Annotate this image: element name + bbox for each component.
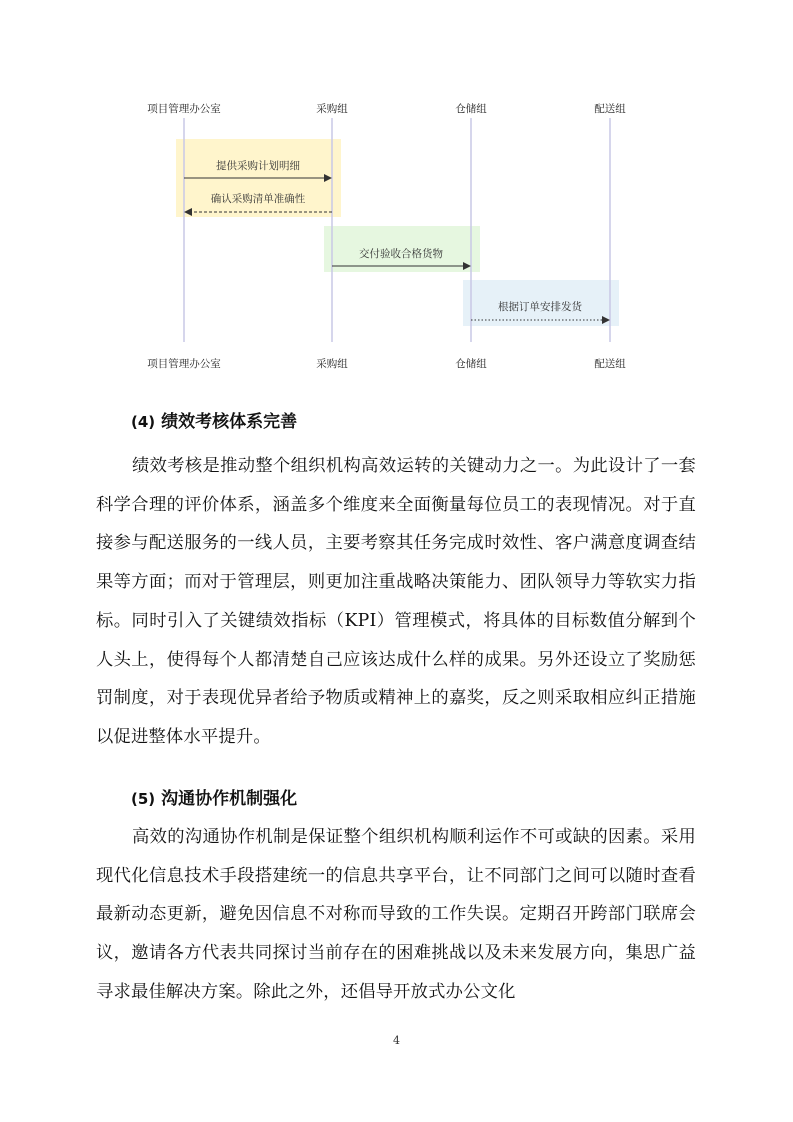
page-number: 4 <box>393 1034 400 1047</box>
section-4-paragraph: 绩效考核是推动整个组织机构高效运转的关键动力之一。为此设计了一套科学合理的评价体系，涵盖多个维度来全面衡量每位员工的表现情况。对于直接参与配送服务的一线人员，主要考察其任务完成时效性、客户满意度调查结果等方面；而对于管理层，则更加注重战略决策能力、团队领导力等软实力指标。同时引入了关键绩效指标（KPI）管理模式，将具体的目标数值分解到个人头上，使得每个人都清楚自己应该达成什么样的成果。另外还设立了奖励惩罚制度，对于表现优异者给予物质或精神上的嘉奖，反之则采取相应纠正措施以促进整体水平提升。 <box>96 456 696 747</box>
message-label-1: 提供采购计划明细 <box>216 160 300 172</box>
section-4-heading <box>131 411 297 433</box>
section-5-title: 沟通协作机制强化 <box>161 789 298 809</box>
lane-label-top-warehouse: 仓储组 <box>455 103 487 115</box>
sequence-diagram <box>0 0 793 380</box>
message-label-2: 确认采购清单准确性 <box>210 193 306 205</box>
lane-label-bottom-procurement: 采购组 <box>316 358 348 370</box>
section-5-paragraph: 高效的沟通协作机制是保证整个组织机构顺利运作不可或缺的因素。采用现代化信息技术手段搭建统一的信息共享平台，让不同部门之间可以随时查看最新动态更新，避免因信息不对称而导致的工作失误。定期召开跨部门联席会议，邀请各方代表共同探讨当前存在的困难挑战以及未来发展方向，集思广益寻求最佳解决方案。除此之外，还倡导开放式办公文化 <box>96 827 696 1002</box>
lane-label-bottom-warehouse: 仓储组 <box>455 358 487 370</box>
section-4-number: (4) <box>131 413 156 431</box>
section-5-number: (5) <box>131 790 156 808</box>
message-label-3: 交付验收合格货物 <box>359 248 443 260</box>
section-4-title: 绩效考核体系完善 <box>161 412 298 432</box>
message-label-4: 根据订单安排发货 <box>498 301 582 313</box>
lane-label-bottom-delivery: 配送组 <box>594 358 626 370</box>
lane-label-top-pmo: 项目管理办公室 <box>147 103 221 115</box>
section-5-heading <box>131 788 297 810</box>
lane-label-top-procurement: 采购组 <box>316 103 348 115</box>
lane-label-top-delivery: 配送组 <box>594 103 626 115</box>
lane-label-bottom-pmo: 项目管理办公室 <box>147 358 221 370</box>
